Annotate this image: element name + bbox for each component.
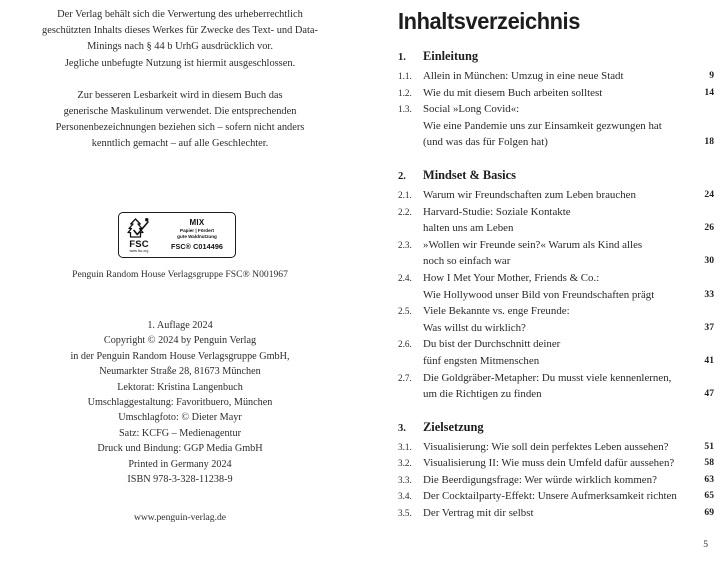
- toc-entry[interactable]: [398, 472, 714, 489]
- toc-entry[interactable]: [398, 101, 714, 151]
- toc-section-title: Einleitung: [423, 49, 479, 63]
- colophon-line: Druck und Bindung: GGP Media GmbH: [97, 443, 263, 455]
- toc-entry-page-number: 30: [704, 255, 714, 267]
- fsc-logo-text-group: [159, 213, 235, 257]
- toc-entry[interactable]: [398, 303, 714, 336]
- notice-line: Jegliche unbefugte Nutzung ist hiermit ausgeschlossen.: [64, 57, 296, 69]
- toc-entry-number: 2.2.: [398, 206, 412, 217]
- toc-entry-title: [423, 439, 690, 456]
- toc-entry-title: [423, 187, 690, 204]
- toc-entry-number: 3.2.: [398, 458, 412, 469]
- page-title: Inhaltsverzeichnis: [398, 8, 580, 34]
- toc-section-number: 3.: [398, 422, 406, 434]
- toc-entry-title-line: Visualisierung II: Wie muss dein Umfeld dafür aussehen?: [423, 457, 675, 470]
- fsc-certification-logo: [118, 212, 238, 260]
- toc-list: [398, 47, 714, 522]
- paragraph-spacer: [12, 72, 348, 88]
- toc-entry-title: [423, 488, 690, 505]
- notice-line: Personenbezeichnungen beziehen sich – sofern nicht anders: [55, 122, 305, 134]
- fsc-tree-checkmark-icon: [126, 217, 152, 240]
- toc-section-heading[interactable]: [398, 418, 714, 438]
- toc-section-number: 2.: [398, 170, 406, 182]
- toc-entry-title-line: Wie Hollywood unser Bild von Freundschaften prägt: [423, 288, 655, 301]
- toc-entry-number: 2.1.: [398, 189, 412, 200]
- toc-entry-title: [423, 204, 690, 237]
- legal-notice: [12, 7, 348, 153]
- toc-entry-title: [423, 455, 690, 472]
- toc-entry-number: 2.6.: [398, 339, 412, 350]
- fsc-code-label: FSC® C014496: [170, 242, 224, 251]
- toc-entry-title-line: fünf engsten Mitmenschen: [423, 354, 540, 367]
- toc-entry-title-line: Wie eine Pandemie uns zur Einsamkeit gezwungen hat: [423, 119, 662, 132]
- toc-entry-page-number: 63: [704, 473, 714, 485]
- toc-entry-page-number: 33: [704, 288, 714, 300]
- fsc-description-line-2: gute Waldnutzung: [177, 234, 217, 239]
- toc-entry[interactable]: [398, 85, 714, 102]
- notice-line: geschützten Inhalts dieses Werkes für Zwecke des Text- und Data-: [42, 25, 318, 37]
- toc-entry[interactable]: [398, 370, 714, 403]
- toc-entry-title-line: Wie du mit diesem Buch arbeiten solltest: [423, 86, 603, 99]
- toc-section-heading[interactable]: [398, 166, 714, 186]
- toc-entry-title-line: Die Goldgräber-Metapher: Du musst viele kennenlernen,: [423, 371, 672, 384]
- toc-entry[interactable]: [398, 68, 714, 85]
- fsc-mix-label: MIX: [189, 218, 205, 227]
- toc-entry-title-line: »Wollen wir Freunde sein?« Warum als Kind alles: [423, 238, 643, 251]
- toc-entry-title: [423, 68, 690, 85]
- toc-entry[interactable]: [398, 204, 714, 237]
- toc-entry-page-number: 41: [704, 354, 714, 366]
- toc-section: [398, 166, 714, 403]
- toc-section-title: Mindset & Basics: [423, 167, 516, 182]
- notice-line: Zur besseren Lesbarkeit wird in diesem Buch das: [77, 89, 283, 101]
- toc-entry-page-number: 51: [704, 440, 714, 452]
- notice-line: kenntlich gemacht – auf alle Geschlechter.: [91, 138, 269, 150]
- colophon-line: in der Penguin Random House Verlagsgruppe GmbH,: [70, 350, 290, 362]
- fsc-acronym-label: FSC: [129, 239, 149, 250]
- toc-entry-title-line: Harvard-Studie: Soziale Kontakte: [423, 205, 571, 218]
- toc-entry-title-line: (und was das für Folgen hat): [423, 136, 548, 149]
- toc-entry-page-number: 18: [704, 136, 714, 148]
- toc-entry-title-line: Du bist der Durchschnitt deiner: [423, 338, 561, 351]
- toc-entry-title: [423, 370, 690, 403]
- colophon-line: 1. Auflage 2024: [147, 320, 213, 331]
- toc-entry-number: 3.5.: [398, 508, 412, 519]
- toc-entry-title-line: Warum wir Freundschaften zum Leben brauchen: [423, 188, 636, 201]
- toc-entry-title: [423, 303, 690, 336]
- fsc-caption: Penguin Random House Verlagsgruppe FSC® N001967: [72, 269, 288, 280]
- toc-entry-number: 1.3.: [398, 104, 412, 115]
- toc-entry-number: 1.2.: [398, 87, 412, 98]
- toc-entry-number: 2.3.: [398, 239, 412, 250]
- colophon-line: ISBN 978-3-328-11238-9: [127, 474, 233, 486]
- toc-entry-page-number: 24: [704, 188, 714, 200]
- toc-entry-title: [423, 85, 690, 102]
- publisher-website: www.penguin-verlag.de: [133, 512, 227, 523]
- toc-entry-page-number: 58: [704, 457, 714, 469]
- notice-line: generische Maskulinum verwendet. Die entsprechenden: [63, 106, 297, 118]
- toc-entry-page-number: 14: [704, 86, 714, 98]
- toc-entry-title-line: Was willst du wirklich?: [423, 321, 526, 334]
- toc-entry-title: [423, 472, 690, 489]
- toc-entry-page-number: 47: [704, 388, 714, 400]
- colophon-line: Neumarkter Straße 28, 81673 München: [99, 366, 261, 378]
- colophon-line: Printed in Germany 2024: [128, 458, 232, 470]
- toc-entry-page-number: 9: [709, 70, 714, 81]
- fsc-logo-mark-group: [119, 213, 159, 257]
- toc-section-title: Zielsetzung: [423, 419, 484, 434]
- page-number: 5: [703, 539, 708, 550]
- colophon-line: Copyright © 2024 by Penguin Verlag: [103, 335, 257, 347]
- toc-entry[interactable]: [398, 270, 714, 303]
- toc-entry-title: [423, 270, 690, 303]
- toc-entry-title-line: noch so einfach war: [423, 255, 511, 268]
- toc-entry-number: 2.5.: [398, 306, 412, 317]
- toc-entry-title-line: halten uns am Leben: [423, 222, 514, 235]
- toc-entry-number: 2.4.: [398, 272, 412, 283]
- toc-entry-title-line: How I Met Your Mother, Friends & Co.:: [423, 271, 600, 284]
- toc-entry[interactable]: [398, 505, 714, 522]
- fsc-url-label: www.fsc.org: [129, 249, 149, 253]
- toc-entry-title-line: Allein in München: Umzug in eine neue Stadt: [423, 70, 624, 82]
- toc-entry-page-number: 69: [704, 507, 714, 519]
- toc-entry-title: [423, 101, 690, 151]
- toc-entry-title-line: Der Vertrag mit dir selbst: [423, 507, 534, 520]
- colophon-line: Lektorat: Kristina Langenbuch: [117, 381, 243, 393]
- toc-entry-title: [423, 505, 690, 522]
- toc-section-heading[interactable]: [398, 47, 714, 67]
- toc-entry-number: 1.1.: [398, 71, 412, 81]
- colophon-line: Umschlagfoto: © Dieter Mayr: [118, 412, 242, 424]
- colophon-line: Satz: KCFG – Medienagentur: [119, 427, 241, 439]
- toc-entry-title: [423, 336, 690, 369]
- toc-entry-number: 2.7.: [398, 372, 412, 383]
- toc-entry-title-line: um die Richtigen zu finden: [423, 388, 542, 401]
- toc-entry[interactable]: [398, 237, 714, 270]
- colophon: [12, 318, 348, 487]
- colophon-line: Umschlaggestaltung: Favoritbuero, München: [87, 397, 273, 409]
- toc-entry-page-number: 26: [704, 222, 714, 234]
- toc-entry-page-number: 65: [704, 490, 714, 502]
- toc-entry[interactable]: [398, 488, 714, 505]
- toc-entry-number: 3.1.: [398, 441, 412, 452]
- fsc-logo-box: [118, 212, 236, 258]
- notice-line: Minings nach § 44 b UrhG ausdrücklich vor.: [87, 41, 273, 53]
- toc-entry-title-line: Viele Bekannte vs. enge Freunde:: [423, 305, 570, 318]
- toc-entry-title-line: Social »Long Covid«:: [423, 103, 520, 116]
- toc-section: [398, 47, 714, 151]
- toc-entry-title: [423, 237, 690, 270]
- toc-entry[interactable]: [398, 455, 714, 472]
- toc-entry[interactable]: [398, 187, 714, 204]
- toc-entry-title-line: Der Cocktailparty-Effekt: Unsere Aufmerksamkeit richten: [423, 490, 677, 503]
- toc-entry-page-number: 37: [704, 321, 714, 333]
- toc-entry-number: 3.4.: [398, 491, 412, 502]
- table-of-contents-page: [360, 0, 720, 564]
- toc-section: [398, 418, 714, 522]
- fsc-description-line-1: Papier | Fördert: [180, 228, 214, 233]
- notice-line: Der Verlag behält sich die Verwertung des urheberrechtlich: [57, 9, 303, 20]
- toc-entry-title-line: Die Beerdigungsfrage: Wer würde wirklich kommen?: [423, 473, 657, 486]
- toc-entry[interactable]: [398, 439, 714, 456]
- toc-entry-title-line: Visualisierung: Wie soll dein perfektes Leben aussehen?: [423, 440, 669, 453]
- toc-entry-number: 3.3.: [398, 474, 412, 485]
- toc-section-number: 1.: [398, 52, 406, 63]
- toc-entry[interactable]: [398, 336, 714, 369]
